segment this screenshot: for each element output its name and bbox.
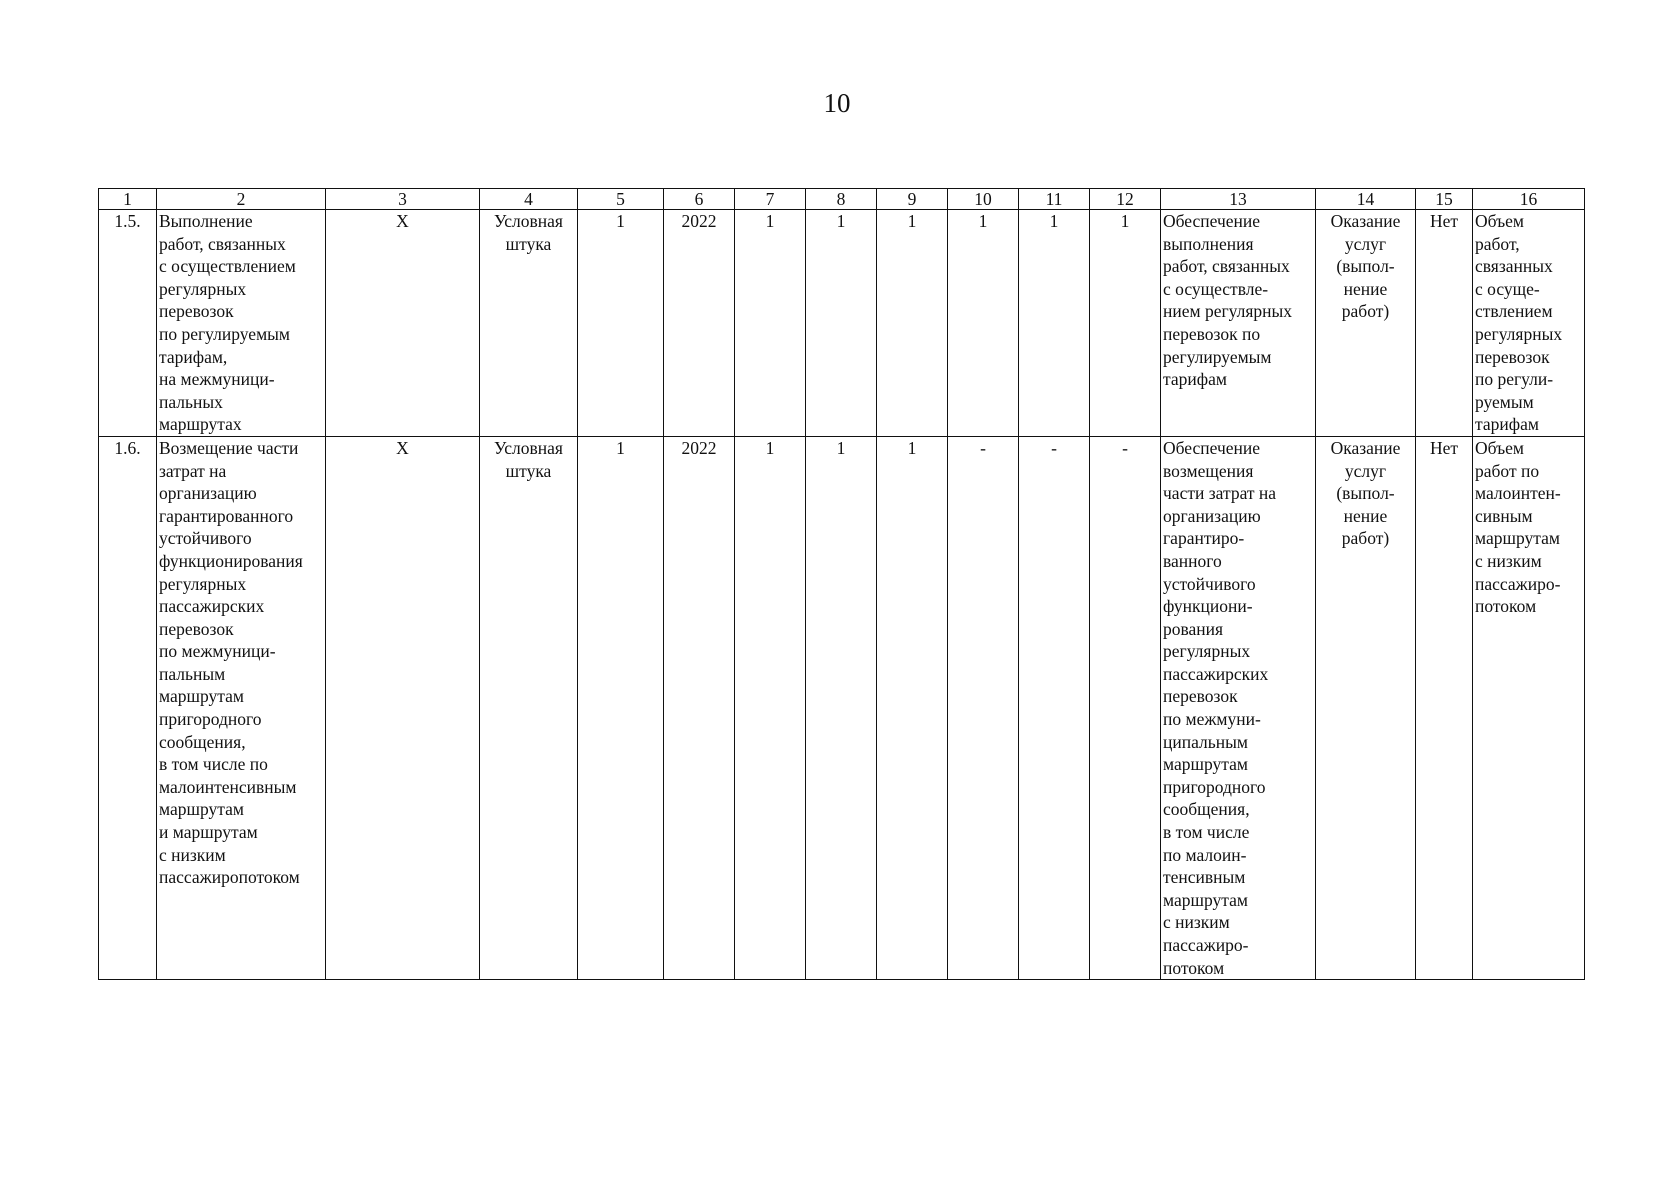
- header-cell: 2: [157, 189, 326, 210]
- header-cell: 7: [735, 189, 806, 210]
- table-cell: -: [1019, 436, 1090, 979]
- flag-cell: Нет: [1416, 436, 1473, 979]
- table-cell: 1: [578, 436, 664, 979]
- table-cell: 1: [948, 210, 1019, 437]
- header-cell: 8: [806, 189, 877, 210]
- unit-cell: Условная штука: [480, 210, 578, 437]
- table-cell: 1: [735, 436, 806, 979]
- header-cell: 15: [1416, 189, 1473, 210]
- table-cell: 1: [1019, 210, 1090, 437]
- service-type-cell: Оказание услуг (выпол- нение работ): [1316, 436, 1416, 979]
- header-cell: 10: [948, 189, 1019, 210]
- unit-cell: Условная штука: [480, 436, 578, 979]
- table-cell: X: [326, 210, 480, 437]
- data-table: [98, 188, 1585, 980]
- header-cell: 4: [480, 189, 578, 210]
- service-type-cell: Оказание услуг (выпол- нение работ): [1316, 210, 1416, 437]
- volume-cell: Объем работ, связанных с осуще- ствлением регулярных перевозок по регули- руемым тарифам: [1473, 210, 1585, 437]
- header-cell: 16: [1473, 189, 1585, 210]
- page-number: 10: [823, 88, 851, 118]
- header-cell: 12: [1090, 189, 1161, 210]
- table-cell: 1: [735, 210, 806, 437]
- table-cell: -: [948, 436, 1019, 979]
- purpose-cell: Обеспечение выполнения работ, связанных с осуществле- нием регулярных перевозок по регулируемым тарифам: [1161, 210, 1316, 437]
- header-cell: 3: [326, 189, 480, 210]
- row-number-cell: 1.5.: [99, 210, 157, 437]
- volume-cell: Объем работ по малоинтен- сивным маршрутам с низким пассажиро- потоком: [1473, 436, 1585, 979]
- header-cell: 5: [578, 189, 664, 210]
- table-header-row: [99, 189, 1585, 210]
- table-row: [99, 210, 1585, 437]
- table-cell: -: [1090, 436, 1161, 979]
- header-cell: 6: [664, 189, 735, 210]
- header-cell: 11: [1019, 189, 1090, 210]
- header-cell: 9: [877, 189, 948, 210]
- header-cell: 1: [99, 189, 157, 210]
- purpose-cell: Обеспечение возмещения части затрат на организацию гарантиро- ванного устойчивого функциони- рования регулярных пассажирских перевозок по межмуни- ципальным маршрутам пригородного сообщения, в том числе по малоин- тенсивным маршрутам с низким пассажиро- потоком: [1161, 436, 1316, 979]
- header-cell: 13: [1161, 189, 1316, 210]
- description-cell: Возмещение части затрат на организацию гарантированного устойчивого функционирования регулярных пассажирских перевозок по межмуници- пальным маршрутам пригородного сообщения, в том числе по малоинтенсивным маршрутам и маршрутам с низким пассажиропотоком: [157, 436, 326, 979]
- table-cell: 1: [877, 210, 948, 437]
- year-cell: 2022: [664, 436, 735, 979]
- header-cell: 14: [1316, 189, 1416, 210]
- table-cell: 1: [806, 436, 877, 979]
- table-cell: 1: [1090, 210, 1161, 437]
- description-cell: Выполнение работ, связанных с осуществлением регулярных перевозок по регулируемым тарифам, на межмуници- пальных маршрутах: [157, 210, 326, 437]
- table-cell: 1: [806, 210, 877, 437]
- table-cell: 1: [877, 436, 948, 979]
- flag-cell: Нет: [1416, 210, 1473, 437]
- table-cell: 1: [578, 210, 664, 437]
- table-cell: X: [326, 436, 480, 979]
- year-cell: 2022: [664, 210, 735, 437]
- row-number-cell: 1.6.: [99, 436, 157, 979]
- table-row: [99, 436, 1585, 979]
